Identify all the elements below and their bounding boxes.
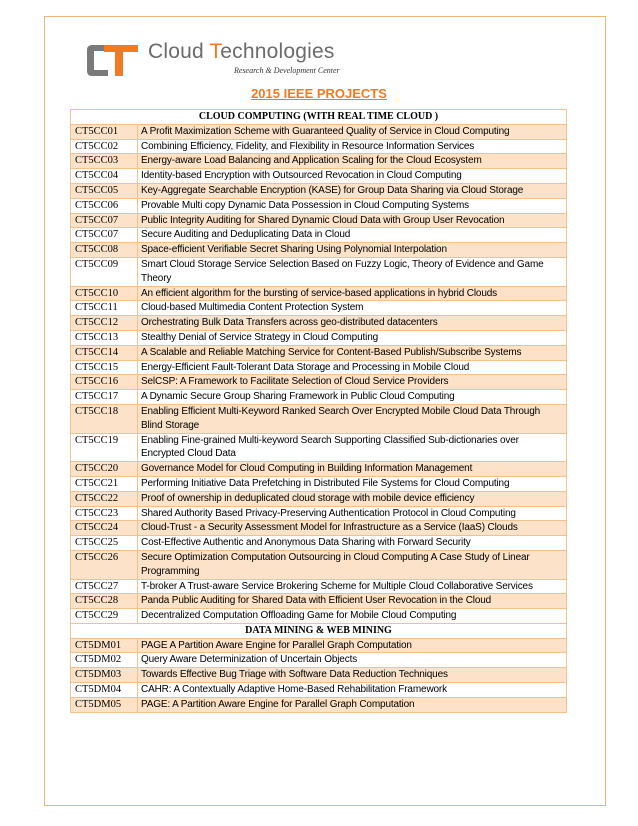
project-code: CT5CC22 — [71, 491, 138, 506]
project-code: CT5CC04 — [71, 169, 138, 184]
table-row — [71, 139, 567, 154]
company-logo — [84, 40, 344, 82]
project-title: Enabling Fine-grained Multi-keyword Search Supporting Classified Sub-dictionaries over Encrypted Cloud Data — [138, 433, 567, 462]
project-code: CT5CC29 — [71, 609, 138, 624]
table-row — [71, 638, 567, 653]
project-title: SelCSP: A Framework to Facilitate Selection of Cloud Service Providers — [138, 375, 567, 390]
table-row — [71, 579, 567, 594]
project-title: A Dynamic Secure Group Sharing Framework in Public Cloud Computing — [138, 390, 567, 405]
project-title: Enabling Efficient Multi-Keyword Ranked Search Over Encrypted Mobile Cloud Data Through Blind Storage — [138, 404, 567, 433]
project-title: Public Integrity Auditing for Shared Dynamic Cloud Data with Group User Revocation — [138, 213, 567, 228]
project-code: CT5CC24 — [71, 521, 138, 536]
table-row — [71, 345, 567, 360]
project-title: A Scalable and Reliable Matching Service for Content-Based Publish/Subscribe Systems — [138, 345, 567, 360]
project-title: Cloud-Trust - a Security Assessment Model for Infrastructure as a Service (IaaS) Clouds — [138, 521, 567, 536]
table-row — [71, 213, 567, 228]
table-row — [71, 683, 567, 698]
table-row — [71, 536, 567, 551]
table-row — [71, 594, 567, 609]
table-row — [71, 390, 567, 405]
table-row — [71, 124, 567, 139]
project-title: Space-efficient Verifiable Secret Sharing Using Polynomial Interpolation — [138, 243, 567, 258]
section-title: CLOUD COMPUTING (WITH REAL TIME CLOUD ) — [71, 110, 567, 125]
project-code: CT5CC15 — [71, 360, 138, 375]
project-code: CT5DM05 — [71, 697, 138, 712]
logo-tagline: Research & Development Center — [234, 66, 340, 75]
project-code: CT5CC02 — [71, 139, 138, 154]
project-title: Governance Model for Cloud Computing in Building Information Management — [138, 462, 567, 477]
project-code: CT5CC12 — [71, 316, 138, 331]
project-code: CT5CC14 — [71, 345, 138, 360]
table-row — [71, 316, 567, 331]
project-code: CT5CC19 — [71, 433, 138, 462]
project-code: CT5CC23 — [71, 506, 138, 521]
project-title: Smart Cloud Storage Service Selection Based on Fuzzy Logic, Theory of Evidence and Game Theory — [138, 257, 567, 286]
project-title: Stealthy Denial of Service Strategy in Cloud Computing — [138, 330, 567, 345]
project-title: Secure Optimization Computation Outsourcing in Cloud Computing A Case Study of Linear Programming — [138, 550, 567, 579]
page-title: 2015 IEEE PROJECTS — [251, 86, 387, 101]
table-row — [71, 183, 567, 198]
project-title: Query Aware Determinization of Uncertain Objects — [138, 653, 567, 668]
table-row — [71, 375, 567, 390]
project-code: CT5CC08 — [71, 243, 138, 258]
table-row — [71, 521, 567, 536]
table-row — [71, 462, 567, 477]
project-code: CT5CC21 — [71, 476, 138, 491]
project-code: CT5CC26 — [71, 550, 138, 579]
project-code: CT5CC16 — [71, 375, 138, 390]
table-row — [71, 433, 567, 462]
table-row — [71, 243, 567, 258]
project-code: CT5CC05 — [71, 183, 138, 198]
project-code: CT5CC10 — [71, 286, 138, 301]
ct-logo-icon — [84, 42, 142, 78]
project-title: PAGE: A Partition Aware Engine for Parallel Graph Computation — [138, 697, 567, 712]
project-code: CT5CC18 — [71, 404, 138, 433]
project-code: CT5CC28 — [71, 594, 138, 609]
project-title: Cloud-based Multimedia Content Protection System — [138, 301, 567, 316]
table-row — [71, 550, 567, 579]
project-title: Energy-Efficient Fault-Tolerant Data Storage and Processing in Mobile Cloud — [138, 360, 567, 375]
project-code: CT5CC17 — [71, 390, 138, 405]
project-code: CT5CC13 — [71, 330, 138, 345]
project-code: CT5CC01 — [71, 124, 138, 139]
project-title: Key-Aggregate Searchable Encryption (KASE) for Group Data Sharing via Cloud Storage — [138, 183, 567, 198]
project-title: An efficient algorithm for the bursting of service-based applications in hybrid Clouds — [138, 286, 567, 301]
project-title: Towards Effective Bug Triage with Software Data Reduction Techniques — [138, 668, 567, 683]
table-row — [71, 668, 567, 683]
project-title: Provable Multi copy Dynamic Data Possession in Cloud Computing Systems — [138, 198, 567, 213]
project-title: Secure Auditing and Deduplicating Data in Cloud — [138, 228, 567, 243]
project-code: CT5DM04 — [71, 683, 138, 698]
table-row — [71, 476, 567, 491]
section-title: DATA MINING & WEB MINING — [71, 623, 567, 638]
table-row — [71, 653, 567, 668]
project-title: Decentralized Computation Offloading Game for Mobile Cloud Computing — [138, 609, 567, 624]
table-row — [71, 198, 567, 213]
project-title: T-broker A Trust-aware Service Brokering Scheme for Multiple Cloud Collaborative Services — [138, 579, 567, 594]
table-row — [71, 330, 567, 345]
projects-table — [70, 109, 567, 713]
project-code: CT5DM02 — [71, 653, 138, 668]
table-row — [71, 404, 567, 433]
table-row — [71, 286, 567, 301]
project-code: CT5CC07 — [71, 213, 138, 228]
project-code: CT5CC03 — [71, 154, 138, 169]
project-code: CT5CC09 — [71, 257, 138, 286]
project-title: Proof of ownership in deduplicated cloud storage with mobile device efficiency — [138, 491, 567, 506]
project-title: Identity-based Encryption with Outsourced Revocation in Cloud Computing — [138, 169, 567, 184]
project-title: Panda Public Auditing for Shared Data with Efficient User Revocation in the Cloud — [138, 594, 567, 609]
project-title: PAGE A Partition Aware Engine for Parallel Graph Computation — [138, 638, 567, 653]
project-title: Energy-aware Load Balancing and Application Scaling for the Cloud Ecosystem — [138, 154, 567, 169]
project-title: Shared Authority Based Privacy-Preserving Authentication Protocol in Cloud Computing — [138, 506, 567, 521]
table-row — [71, 257, 567, 286]
section-header-row — [71, 110, 567, 125]
project-code: CT5CC25 — [71, 536, 138, 551]
project-title: Cost-Effective Authentic and Anonymous Data Sharing with Forward Security — [138, 536, 567, 551]
table-row — [71, 491, 567, 506]
project-code: CT5CC11 — [71, 301, 138, 316]
project-title: Performing Initiative Data Prefetching in Distributed File Systems for Cloud Computing — [138, 476, 567, 491]
project-title: Orchestrating Bulk Data Transfers across geo-distributed datacenters — [138, 316, 567, 331]
project-code: CT5CC06 — [71, 198, 138, 213]
table-row — [71, 697, 567, 712]
table-row — [71, 154, 567, 169]
project-code: CT5CC07 — [71, 228, 138, 243]
project-code: CT5DM03 — [71, 668, 138, 683]
project-code: CT5CC27 — [71, 579, 138, 594]
project-code: CT5DM01 — [71, 638, 138, 653]
table-row — [71, 169, 567, 184]
project-title: A Profit Maximization Scheme with Guaranteed Quality of Service in Cloud Computing — [138, 124, 567, 139]
table-row — [71, 301, 567, 316]
project-code: CT5CC20 — [71, 462, 138, 477]
project-title: CAHR: A Contextually Adaptive Home-Based Rehabilitation Framework — [138, 683, 567, 698]
table-row — [71, 506, 567, 521]
logo-wordmark: Cloud Technologies — [148, 40, 335, 63]
table-row — [71, 360, 567, 375]
section-header-row — [71, 623, 567, 638]
table-row — [71, 609, 567, 624]
table-row — [71, 228, 567, 243]
project-title: Combining Efficiency, Fidelity, and Flexibility in Resource Information Services — [138, 139, 567, 154]
